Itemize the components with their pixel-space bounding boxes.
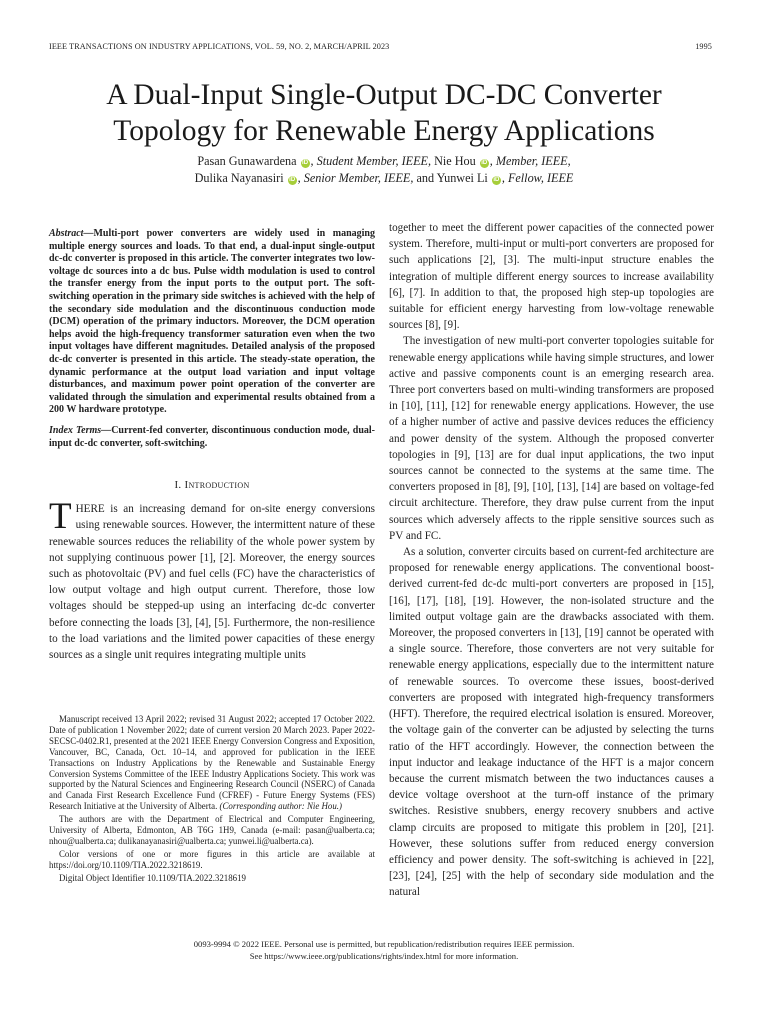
author-line-2 [0,170,768,187]
author-role: , Member, IEEE, [489,154,571,168]
rights-link-line[interactable]: See https://www.ieee.org/publications/rights/index.html for more information. [249,950,519,961]
index-terms [49,425,375,450]
author-role: , Senior Member, IEEE, [297,171,414,185]
author-name: Dulika Nayanasiri [194,171,284,185]
orcid-icon[interactable]: iD [289,177,296,183]
copyright-line: 0093-9994 © 2022 IEEE. Personal use is permitted, but republication/redistribution requires IEEE permission. [193,939,575,949]
author-name: Pasan Gunawardena [197,154,297,168]
footnote-doi: Digital Object Identifier 10.1109/TIA.2022.3218619 [59,872,246,883]
author-list [0,153,768,187]
footnote-manuscript [49,714,375,812]
right-column [389,220,714,901]
intro-paragraph [49,496,375,663]
orcid-icon[interactable]: iD [302,160,309,166]
index-terms-lead: Index Terms— [49,424,112,436]
author-name: and Yunwei Li [413,171,488,185]
running-header: IEEE TRANSACTIONS ON INDUSTRY APPLICATIONS, VOL. 59, NO. 2, MARCH/APRIL 2023 [49,42,390,51]
paper-title [0,77,768,149]
section-title: Introduction [184,479,250,492]
footnotes [49,714,375,884]
drop-cap: T [49,496,72,538]
footnote-color-versions[interactable]: Color versions of one or more figures in this article are available at https://doi.org/10.1109/TIA.2022.3218619. [49,848,375,870]
abstract-text: Multi-port power converters are widely used in managing multiple energy sources and loads. To that end, a dual-input single-output dc-dc converter is proposed in this article. The converter integrates two low-voltage dc sources into a dc bus. Pulse width modulation is used to control the transfer energy from the input ports to the output port. The soft-switching operation in the primary side switches is achieved with the help of the secondary side modulation and the discontinuous conduction mode (DCM) operation of the primary inductors. Moreover, the DCM operation helps avoid the high-frequency transformer saturation even when the two input voltages have different magnitudes. Detailed analysis of the proposed dc-dc converter is presented in this article. The steady-state operation, the dynamic performance at the output load variation and input voltage disturbances, and maximum power point operation of the converter are validated through the simulation and experimental results obtained from a 200 W hardware prototype. [49,228,375,416]
corresponding-author: (Corresponding author: Nie Hou.) [217,801,342,812]
body-paragraph: The investigation of new multi-port converter topologies suitable for renewable energy applications while having simple structures, and lower active and passive components count is an emerging research area. Three port converters based on multi-winding transformers are proposed in [10], [11], [12] for renewable energy applications. However, the use of a higher number of active and passive devices reduces the efficiency and power density of the system. Although the proposed converter topologies in [9], [13] are for dual input applications, the two input sources cannot be connected to the systems at the same time. The converters proposed in [8], [9], [10], [13], [14] are based on voltage-fed circuit architecture. Therefore, they draw pulse current from the input sources which adversely affects to the ripple sensitive sources such as PV and FC. [389,335,714,542]
footnote-text: Manuscript received 13 April 2022; revised 31 August 2022; accepted 17 October 2022. Date of publication 1 November 2022; date of current version 20 March 2023. Paper 2022-SECSC-0402.R1, presented at the 2021 IEEE Energy Conversion Congress and Exposition, Vancouver, BC, Canada, Oct. 10–14, and approved for publication in the IEEE Transactions on Industry Applications by the Renewable and Sustainable Energy Conversion Systems Committee of the IEEE Industry Applications Society. This work was supported by the Natural Sciences and Engineering Research Council (NSERC) of Canada and Canada First Research Excellence Fund (CFREF) - Future Energy Systems (FES) Research Initiative at the University of Alberta. [49,714,375,812]
author-role: , Student Member, IEEE, [310,154,432,168]
body-paragraph: together to meet the different power capacities of the connected power system. Therefore, multi-input or multi-port converters are proposed for such applications [2], [3]. The multi-input structure enables the integration of multiple different energy sources to increase availability [6], [7]. In addition to that, the proposed high step-up topologies are suitable for efficient energy harvesting from low-voltage renewable sources [8], [9]. [389,222,714,332]
left-column [49,228,375,663]
author-role: , Fellow, IEEE [501,171,574,185]
copyright-footer [0,939,768,962]
body-paragraph: As a solution, converter circuits based on current-fed architecture are proposed for renewable energy applications. The conventional boost-derived current-fed dc-dc multi-port converters are proposed in [15], [16], [17], [18], [19]. However, the non-isolated structure and the limited output voltage gain are the drawbacks associated with them. Moreover, the proposed converters in [13], [19] cannot be operated with a single source. Therefore, those converters are not very suitable for renewable energy applications, especially due to the intermittent nature of renewable sources. To overcome these issues, boost-derived converters are proposed with integrated high-frequency transformers (HFT). Therefore, the required electrical isolation is ensured. Moreover, the voltage gain of the converter can be adjusted by selecting the turns ratio of the HFT accordingly. However, the connection between the input inductor and leakage inductance of the HFT is a major concern because the current mismatch between the two inductances causes a device voltage overshoot at the turn-off instance of the primary switches. Resistive snubbers, energy recovery snubbers and active clamp circuits are proposed to mitigate this problem in [20], [21]. However, these solutions suffer from reduced energy conversion efficiency and power density. The soft-switching is achieved in [22], [23], [24], [25] with the help of secondary side modulation and the natural [389,546,714,899]
abstract-lead: Abstract— [49,228,94,239]
footnote-affiliation: The authors are with the Department of Electrical and Computer Engineering, University of Alberta, Edmonton, AB T6G 1H9, Canada (e-mail: pasan@ualberta.ca; nhou@ualberta.ca; dulikanayanasiri@ualberta.ca; yunwei.li@ualberta.ca). [49,814,375,846]
title-line-1: A Dual-Input Single-Output DC-DC Converter [106,79,662,111]
orcid-icon[interactable]: iD [481,160,488,166]
section-heading [49,479,375,491]
abstract [49,228,375,417]
title-line-2: Topology for Renewable Energy Applications [113,115,655,147]
section-number: I. [174,479,182,492]
page-number: 1995 [695,42,712,51]
author-line-1 [0,153,768,170]
author-name: Nie Hou [431,154,476,168]
orcid-icon[interactable]: iD [493,177,500,183]
index-terms-text: Current-fed converter, discontinuous conduction mode, dual-input dc-dc converter, soft-switching. [49,424,375,449]
intro-text: HERE is an increasing demand for on-site energy conversions using renewable sources. However, the intermittent nature of these renewable sources reduces the reliability of the whole power system by not supplying continuous power [1], [2]. Moreover, the energy sources such as photovoltaic (PV) and fuel cells (FC) have the characteristics of low output voltage and high output current. Therefore, those low voltages should be stepped-up using an interfacing dc-dc converter before connecting the loads [3], [4], [5]. Furthermore, the non-resilience to the load variations and the limited power capacities of these energy sources as a single unit requires integrating multiple units [49,503,375,661]
